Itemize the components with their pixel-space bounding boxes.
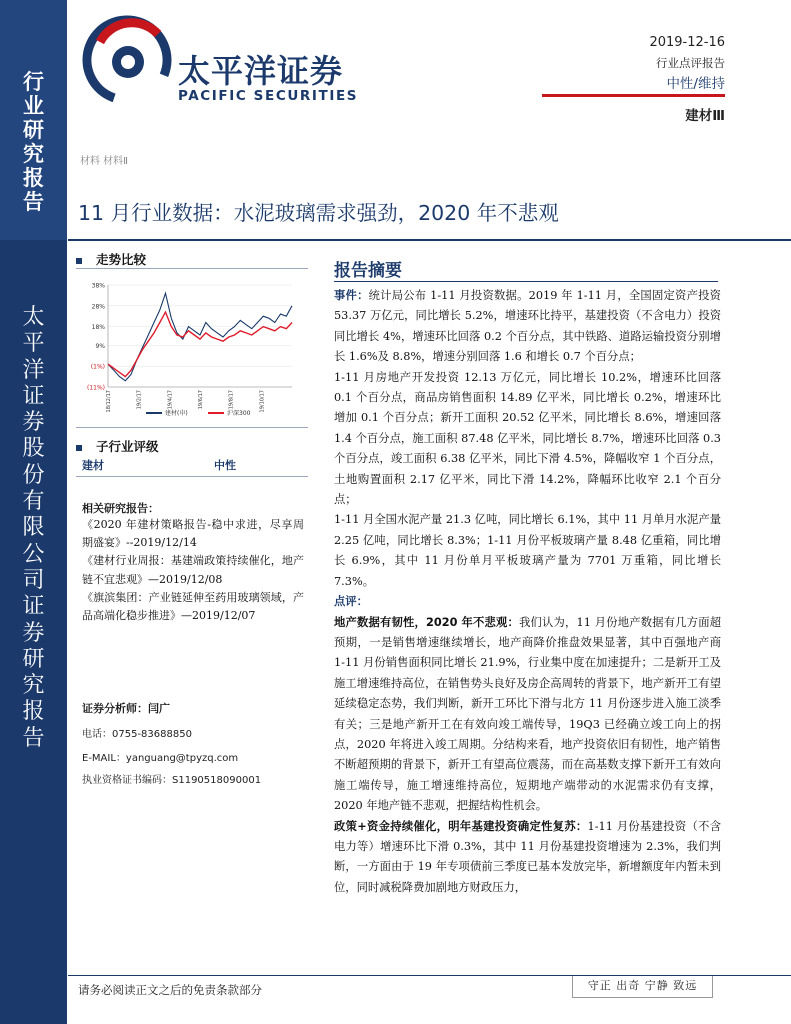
infra-comment-text: 1-11 月份基建投资（不含电力等）增速环比下滑 0.3%，其中 11 月份基建投资增速为 2.3%，我们判断，一方面由于 19 年专项债前三季度已基本发放完毕，新增额度年内暂未到位，同时减税降费加剧地方财政压力， — [334, 819, 721, 894]
analyst-name: 证券分析师：闫广 — [82, 702, 170, 715]
chart-y-tick-label: 38% — [91, 282, 105, 290]
pacific-securities-logo-icon — [80, 12, 175, 107]
chart-series-line — [108, 293, 292, 381]
sidebar-char: 告 — [23, 189, 44, 214]
property-comment-text: 我们认为，11 月份地产数据有几方面超预期，一是销售增速继续增长，地产商降价推盘效果显著，其中百强地产商 1-11 月份销售面积同比增长 21.9%，行业集中度在加速提升；二是新开工及施工增速维持高位，在销售势头良好及房企高周转的背景下，地产新开工有望延续稳定态势，我们判断，新开工环比下滑与北方 11 月份逐步进入施工淡季有关；三是地产新开工在有效向竣工端传导，19Q3 已经确立竣工向上的拐点，2020 年将进入竣工周期。分结构来看，地产投资依旧有韧性，地产销售不断超预期的背景下，新开工有望高位震荡，而在高基数支撑下新开工有效向施工端传导，施工增速维持高位，短期地产端带动的水泥需求仍有支撑，2020 年地产链不悲观，把握结构性机会。 — [334, 615, 721, 813]
sidebar-char: 券 — [22, 620, 45, 646]
related-report-item[interactable]: 《建材行业周报：基建端政策持续催化，地产链不宜悲观》—2019/12/08 — [82, 554, 304, 586]
sidebar-char: 研 — [22, 646, 45, 672]
sidebar-char: 证 — [22, 383, 45, 409]
chart-y-tick-label: 9% — [95, 342, 105, 350]
page-title: 11 月行业数据：水泥玻璃需求强劲，2020 年不悲观 — [78, 201, 559, 225]
chart-x-tick-label: 19/10/17 — [259, 390, 266, 413]
sidebar-char: 太 — [22, 305, 45, 330]
property-comment-paragraph — [334, 613, 721, 817]
chart-y-tick-label: 28% — [91, 303, 105, 311]
analyst-phone: 电话：0755-83688850 — [82, 729, 192, 740]
sidebar-report-category — [0, 70, 67, 214]
chart-series-line — [108, 312, 292, 377]
related-reports-list — [82, 516, 304, 625]
infra-comment-paragraph — [334, 817, 721, 899]
summary-body — [334, 286, 721, 898]
trend-heading-label: 走势比较 — [96, 252, 147, 267]
trend-section-heading — [76, 250, 146, 268]
report-sector: 建材Ⅲ — [685, 108, 725, 124]
analyst-email[interactable]: E-MAIL：yanguang@tpyzq.com — [82, 753, 239, 764]
sidebar-char: 限 — [22, 515, 45, 541]
sidebar-char: 究 — [22, 673, 45, 699]
sidebar-char: 有 — [22, 489, 45, 515]
sidebar-char: 股 — [22, 436, 45, 462]
trend-divider — [76, 268, 308, 269]
footer-disclaimer: 请务必阅读正文之后的免责条款部分 — [78, 983, 262, 997]
report-rating: 中性/维持 — [666, 76, 725, 92]
rating-divider — [76, 476, 308, 477]
sidebar-char: 平 — [22, 331, 45, 357]
event-paragraph — [334, 286, 721, 368]
chart-x-tick-label: 19/6/17 — [198, 390, 204, 410]
property-comment-lead: 地产数据有韧性，2020 年不悲观： — [334, 615, 520, 629]
sidebar-company-name — [0, 305, 67, 752]
summary-divider — [334, 281, 718, 282]
sidebar-char: 司 — [22, 567, 45, 593]
comment-label — [334, 592, 721, 612]
sidebar-char: 公 — [22, 541, 45, 567]
sidebar-char: 行 — [23, 69, 44, 94]
bullet-icon — [76, 258, 82, 264]
infra-comment-lead: 政策+资金持续催化，明年基建投资确定性复苏： — [334, 819, 588, 833]
sidebar-char: 洋 — [22, 357, 45, 383]
sub-rating-name: 建材 — [82, 459, 104, 472]
chart-y-tick-label: (11%) — [86, 384, 105, 392]
sub-rating-value: 中性 — [214, 459, 236, 472]
sidebar-char: 告 — [22, 725, 45, 751]
related-report-item[interactable]: 《旗滨集团：产业链延伸至药用玻璃领域，产品高端化稳步推进》—2019/12/07 — [82, 590, 304, 623]
sector-path: 材料 材料Ⅱ — [80, 156, 129, 167]
bullet-icon — [76, 445, 82, 451]
chart-y-tick-label: (1%) — [90, 363, 105, 371]
summary-heading: 报告摘要 — [334, 261, 402, 281]
sidebar-char: 份 — [22, 462, 45, 488]
sidebar-char: 报 — [23, 165, 44, 190]
event-text: 统计局公布 1-11 月投资数据。2019 年 1-11 月，全国固定资产投资 53.37 万亿元，同比增长 5.2%，增速环比持平，基建投资（不含电力）投资同比增长 4%，增速环比回落 0.2 个百分点，其中铁路、道路运输投资分别增长 1.6%及 8.8%，增速分别回落 1.6 和增长 0.7 个百分点； — [334, 289, 721, 364]
sidebar-char: 报 — [22, 699, 45, 725]
analyst-license: 执业资格证书编码：S1190518090001 — [82, 775, 262, 786]
sidebar-char: 研 — [23, 117, 44, 142]
event-label: 事件： — [334, 289, 369, 302]
property-paragraph: 1-11 月房地产开发投资 12.13 万亿元，同比增长 10.2%，增速环比回落 0.1 个百分点，商品房销售面积 14.89 亿平米，同比增长 0.2%，增速环比增加 0.1 个百分点；新开工面积 20.52 亿平米，同比增长 8.6%，增速回落 1.4 个百分点，施工面积 87.48 亿平米，同比增长 8.7%，增速环比回落 0.3 个百分点，竣工面积 6.38 亿平米，同比下滑 4.5%，降幅收窄 1 个百分点，土地购置面积 2.17 亿平米，同比下滑 14.2%，降幅环比收窄 2.1 个百分点； — [334, 370, 721, 507]
chart-x-tick-label: 19/2/17 — [136, 390, 143, 410]
brand-name-en: PACIFIC SECURITIES — [178, 88, 359, 104]
comment-label-text: 点评： — [334, 595, 368, 609]
sidebar-char: 究 — [23, 141, 44, 166]
sidebar-char: 券 — [22, 410, 45, 436]
trend-chart — [78, 275, 306, 425]
chart-legend-label: 建材(申) — [165, 410, 188, 417]
footer-motto: 守正 出奇 宁静 致远 — [572, 976, 713, 998]
chart-legend-label: 沪深300 — [227, 410, 251, 417]
output-paragraph: 1-11 月全国水泥产量 21.3 亿吨，同比增长 6.1%，其中 11 月单月水泥产量 2.25 亿吨，同比增长 8.3%；1-11 月份平板玻璃产量 8.48 亿重箱，同比增长 6.9%，其中 11 月份单月平板玻璃产量为 7701 万重箱，同比增长 7.3%。 — [334, 513, 721, 588]
chart-bottom-divider — [76, 427, 308, 428]
sidebar-char: 证 — [22, 594, 45, 620]
related-reports-heading: 相关研究报告： — [82, 502, 159, 515]
report-date: 2019-12-16 — [649, 35, 725, 50]
sub-rating-section-heading — [76, 437, 159, 455]
chart-y-tick-label: 18% — [91, 324, 105, 332]
title-divider — [68, 239, 791, 241]
brand-name-cn: 太平洋证券 — [178, 52, 344, 90]
sub-rating-heading-label: 子行业评级 — [96, 439, 159, 454]
chart-x-tick-label: 19/4/17 — [167, 390, 174, 410]
sidebar-char: 业 — [23, 93, 44, 118]
related-report-item[interactable]: 《2020 年建材策略报告-稳中求进，尽享周期盛宴》--2019/12/14 — [82, 518, 304, 550]
report-meta — [649, 34, 725, 93]
report-type: 行业点评报告 — [656, 56, 725, 70]
header-accent-bar — [542, 94, 725, 97]
chart-x-tick-label: 19/8/17 — [228, 390, 235, 410]
chart-x-tick-label: 18/12/17 — [106, 390, 112, 413]
